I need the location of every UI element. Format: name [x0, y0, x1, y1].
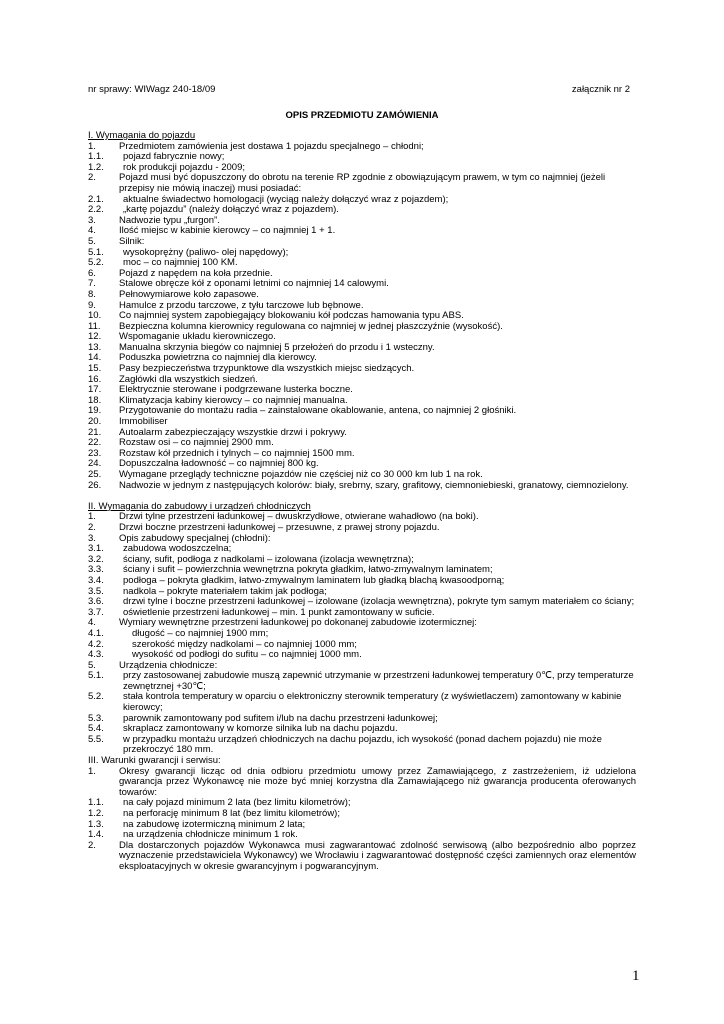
item-number: 5.4.: [88, 723, 104, 735]
item-text: Pojazd z napędem na koła przednie.: [119, 267, 273, 279]
item-text: Stalowe obręcze kół z oponami letnimi co najmniej 14 calowymi.: [119, 278, 389, 290]
item-text: stała kontrola temperatury w oparciu o elektroniczny sterownik temperatury (z wyświetlaczem) zamontowany w kabinie kierowcy;: [123, 691, 622, 714]
item-text: Klimatyzacja kabiny kierowcy – co najmniej manualna.: [119, 394, 348, 406]
item-text: „kartę pojazdu” (należy dołączyć wraz z pojazdem).: [123, 204, 339, 216]
item-number: 7.: [88, 278, 96, 290]
item-text: Manualna skrzynia biegów co najmniej 5 przełożeń do przodu i 1 wsteczny.: [119, 341, 435, 353]
item-number: 8.: [88, 288, 96, 300]
item-text: Drzwi boczne przestrzeni ładunkowej – przesuwne, z prawej strony pojazdu.: [119, 521, 440, 533]
item-text: Dla dostarczonych pojazdów Wykonawca musi zagwarantować zdolność serwisową (albo bezpośrednio albo poprzez wyznaczenie przedstawiciela Wykonawcy) we Wrocławiu i zagwarantować dostępność części zamiennych oraz elementów eksploatacyjnych w okresie gwarancyjnym i pogwarancyjnym.: [119, 839, 636, 872]
item-number: 2.: [88, 172, 96, 184]
item-text: Wymiary wewnętrzne przestrzeni ładunkowej po dokonanej zabudowie izotermicznej:: [119, 617, 477, 629]
item-number: 1.: [88, 140, 96, 152]
item-number: 4.: [88, 617, 96, 629]
item-text: szerokość między nadkolami – co najmniej 1000 mm;: [132, 638, 357, 650]
list-item: [88, 481, 636, 492]
item-text: Ilość miejsc w kabinie kierowcy – co najmniej 1 + 1.: [119, 225, 336, 237]
item-text: pojazd fabrycznie nowy;: [123, 151, 225, 163]
item-number: 5.: [88, 659, 96, 671]
list-item: [88, 629, 636, 640]
item-text: zabudowa wodoszczelna;: [123, 543, 232, 555]
page-number: 1: [632, 968, 640, 984]
item-number: 2.: [88, 521, 96, 533]
attachment-label: załącznik nr 2: [571, 84, 630, 95]
item-number: 3.: [88, 532, 96, 544]
item-number: 17.: [88, 384, 102, 396]
document-body: [88, 131, 636, 873]
item-number: 5.2.: [88, 257, 104, 269]
list-item: [88, 237, 636, 248]
item-text: Drzwi tylne przestrzeni ładunkowej – dwuskrzydłowe, otwierane wahadłowo (na boki).: [119, 511, 479, 523]
item-number: 9.: [88, 299, 96, 311]
item-number: 18.: [88, 394, 102, 406]
item-text: na cały pojazd minimum 2 lata (bez limitu kilometrów);: [123, 797, 351, 809]
item-number: 3.2.: [88, 553, 104, 565]
item-text: Immobiliser: [119, 416, 168, 428]
document-title: OPIS PRZEDMIOTU ZAMÓWIENIA: [285, 110, 439, 121]
item-number: 5.3.: [88, 712, 104, 724]
item-number: 3.6.: [88, 596, 104, 608]
item-number: 2.: [88, 839, 96, 851]
item-text: parownik zamontowany pod sufitem i/lub na dachu przestrzeni ładunkowej;: [123, 712, 438, 724]
item-text: Bezpieczna kolumna kierownicy regulowana co najmniej w jednej płaszczyźnie (wysokość).: [119, 320, 503, 332]
item-text: Okresy gwarancji licząc od dnia odbioru przedmiotu umowy przez Zamawiającego, z zastrzeżeniem, iż udzielona gwarancja przez Wykonawcę nie może być mniej korzystna dla Zamawiającego niż gwarancja producenta oferowanych towarów:: [119, 765, 636, 798]
item-text: Zagłówki dla wszystkich siedzeń.: [119, 373, 258, 385]
list-item: [88, 523, 636, 534]
item-text: Przygotowanie do montażu radia – zainstalowane okablowanie, antena, co najmniej 2 głośniki.: [119, 405, 517, 417]
list-item: [88, 671, 636, 692]
item-text: Urządzenia chłodnicze:: [119, 659, 218, 671]
item-number: 4.3.: [88, 649, 104, 661]
item-text: Pojazd musi być dopuszczony do obrotu na terenie RP zgodnie z obowiązującym prawem, w tym co najmniej (jeżeli przepisy nie mówią inaczej) musi posiadać:: [119, 172, 606, 194]
item-number: 5.: [88, 235, 96, 247]
warranty-requirements-list: [88, 767, 636, 873]
item-number: 26.: [88, 479, 102, 491]
item-number: 14.: [88, 352, 102, 364]
item-text: Rozstaw osi – co najmniej 2900 mm.: [119, 437, 274, 449]
item-number: 6.: [88, 267, 96, 279]
item-number: 1.2.: [88, 161, 104, 173]
item-text: rok produkcji pojazdu - 2009;: [123, 161, 245, 173]
item-number: 4.: [88, 225, 96, 237]
item-number: 1.2.: [88, 808, 104, 819]
item-text: na perforację minimum 8 lat (bez limitu kilometrów);: [123, 808, 340, 819]
item-number: 1.: [88, 511, 96, 523]
item-number: 3.5.: [88, 585, 104, 597]
item-text: Nadwozie w jednym z następujących kolorów: biały, srebrny, szary, grafitowy, ciemnoniebieski, granatowy, ciemnozielony.: [119, 479, 629, 491]
item-text: wysokoprężny (paliwo- olej napędowy);: [123, 246, 289, 258]
item-number: 22.: [88, 437, 102, 449]
list-item: [88, 735, 636, 756]
list-item: [88, 576, 636, 587]
list-item: [88, 809, 636, 820]
body-requirements-list: [88, 512, 636, 756]
item-number: 15.: [88, 363, 102, 375]
item-text: wysokość od podłogi do sufitu – co najmniej 1000 mm.: [132, 649, 362, 661]
item-text: na zabudowę izotermiczną minimum 2 lata;: [123, 818, 306, 830]
item-text: ściany, sufit, podłoga z nadkolami – izolowana (izolacja wewnętrzna);: [123, 553, 414, 565]
vehicle-requirements-list: [88, 142, 636, 492]
item-number: 5.1.: [88, 246, 104, 258]
item-number: 20.: [88, 416, 102, 428]
item-text: Elektrycznie sterowane i podgrzewane lusterka boczne.: [119, 384, 353, 396]
item-number: 3.1.: [88, 543, 104, 555]
item-number: 12.: [88, 331, 102, 343]
item-number: 19.: [88, 405, 102, 417]
item-text: na urządzenia chłodnicze minimum 1 rok.: [123, 829, 298, 841]
list-item: [88, 841, 636, 873]
item-text: ściany i sufit – powierzchnia wewnętrzna pokryta gładkim, łatwo-zmywalnym laminatem;: [123, 564, 493, 576]
item-number: 3.7.: [88, 606, 104, 618]
item-number: 3.3.: [88, 564, 104, 576]
item-text: skraplacz zamontowany w komorze silnika lub na dachu pojazdu.: [123, 723, 398, 735]
item-text: Wymagane przeglądy techniczne pojazdów nie częściej niż co 30 000 km lub 1 na rok.: [119, 469, 483, 480]
item-number: 16.: [88, 373, 102, 385]
item-text: długość – co najmniej 1900 mm;: [132, 627, 269, 639]
item-number: 4.1.: [88, 627, 104, 639]
item-text: Rozstaw kół przednich i tylnych – co najmniej 1500 mm.: [119, 447, 355, 459]
item-text: Silnik:: [119, 235, 145, 247]
item-text: podłoga – pokryta gładkim, łatwo-zmywalnym laminatem lub gładką blachą kwasoodporną;: [123, 574, 505, 586]
item-number: 2.2.: [88, 204, 104, 216]
item-number: 25.: [88, 469, 102, 480]
item-text: Hamulce z przodu tarczowe, z tyłu tarczowe lub bębnowe.: [119, 299, 364, 311]
list-item: [88, 226, 636, 237]
item-text: moc – co najmniej 100 KM.: [123, 257, 238, 269]
item-number: 13.: [88, 341, 102, 353]
item-text: drzwi tylne i boczne przestrzeni ładunkowej – izolowane (izolacja wewnętrzna), pokryte tym samym materiałem co ściany;: [123, 596, 635, 608]
item-text: w przypadku montażu urządzeń chłodniczych na dachu pojazdu, ich wysokość (ponad dachem pojazdu) nie może przekroczyć 180 mm.: [123, 733, 602, 756]
case-number: nr sprawy: WIWagz 240-18/09: [88, 84, 216, 95]
list-item: [88, 692, 636, 713]
list-item: [88, 290, 636, 301]
section-heading-vehicle: I. Wymagania do pojazdu: [88, 130, 196, 141]
item-number: 1.4.: [88, 829, 104, 841]
list-item: [88, 767, 636, 799]
item-text: przy zastosowanej zabudowie muszą zapewnić utrzymanie w przestrzeni ładunkowej temperatury 0℃, przy temperaturze zewnętrznej +30℃;: [123, 670, 634, 692]
section-heading-warranty: III. Warunki gwarancji i serwisu:: [88, 755, 221, 767]
item-text: Nadwozie typu „furgon”.: [119, 214, 220, 226]
item-number: 1.1.: [88, 797, 104, 809]
item-number: 4.2.: [88, 638, 104, 650]
item-text: Poduszka powietrzna co najmniej dla kierowcy.: [119, 352, 317, 364]
item-number: 1.1.: [88, 151, 104, 163]
item-text: oświetlenie przestrzeni ładunkowej – min. 1 punkt zamontowany w suficie.: [123, 606, 435, 618]
item-text: Przedmiotem zamówienia jest dostawa 1 pojazdu specjalnego – chłodni;: [119, 140, 424, 152]
list-item: [88, 470, 636, 481]
section-heading-body: II. Wymagania do zabudowy i urządzeń chłodniczych: [88, 500, 311, 512]
item-number: 5.1.: [88, 670, 104, 682]
item-text: Wspomaganie układu kierowniczego.: [119, 331, 276, 343]
item-number: 5.2.: [88, 691, 104, 703]
item-text: nadkola – pokryte materiałem takim jak podłoga;: [123, 585, 327, 597]
item-text: Dopuszczalna ładowność – co najmniej 800 kg.: [119, 458, 319, 470]
item-number: 5.5.: [88, 733, 104, 745]
item-text: Pasy bezpieczeństwa trzypunktowe dla wszystkich miejsc siedzących.: [119, 363, 415, 375]
item-number: 11.: [88, 320, 101, 332]
item-number: 1.3.: [88, 818, 104, 830]
list-item: [88, 173, 636, 194]
item-number: 10.: [88, 310, 102, 322]
item-number: 24.: [88, 458, 102, 470]
item-number: 23.: [88, 447, 102, 459]
item-number: 3.4.: [88, 574, 104, 586]
item-text: Autoalarm zabezpieczający wszystkie drzwi i pokrywy.: [119, 426, 347, 438]
item-text: Opis zabudowy specjalnej (chłodni):: [119, 532, 271, 544]
item-number: 3.: [88, 214, 96, 226]
item-number: 1.: [88, 765, 96, 777]
item-number: 21.: [88, 426, 102, 438]
item-text: aktualne świadectwo homologacji (wyciąg należy dołączyć wraz z pojazdem);: [123, 193, 449, 205]
item-number: 2.1.: [88, 193, 104, 205]
item-text: Co najmniej system zapobiegający blokowaniu kół podczas hamowania typu ABS.: [119, 310, 464, 322]
item-text: Pełnowymiarowe koło zapasowe.: [119, 288, 259, 300]
list-item: [88, 406, 636, 417]
